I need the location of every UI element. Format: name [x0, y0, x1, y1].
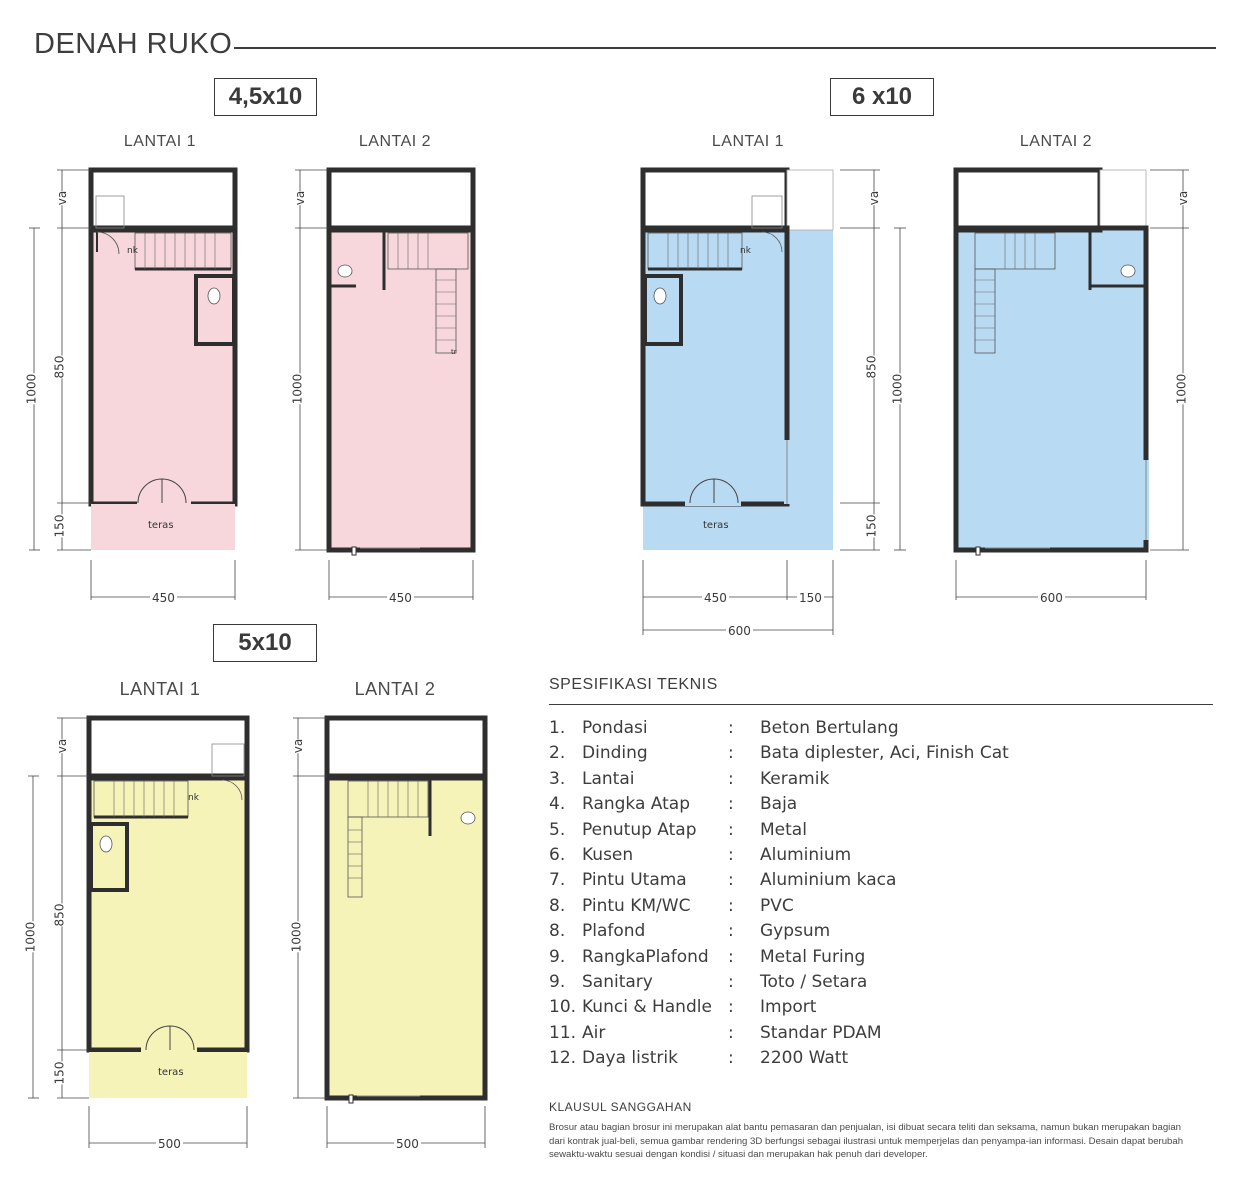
dim-6-l2-w600: 600	[1040, 591, 1063, 605]
spec-name: Plafond	[582, 921, 646, 942]
dim-5-150: 150	[52, 1061, 67, 1085]
spec-item	[549, 794, 1209, 819]
spec-item	[549, 769, 1209, 794]
spec-title: SPESIFIKASI TEKNIS	[549, 676, 718, 693]
spec-item	[549, 718, 1209, 743]
spec-value: Beton Bertulang	[760, 718, 899, 738]
spec-name: Dinding	[582, 743, 648, 764]
floor-label-6-l1: LANTAI 1	[711, 133, 785, 150]
spec-colon: :	[728, 819, 734, 840]
dim-6-150: 150	[864, 514, 879, 538]
spec-item	[549, 820, 1209, 845]
tr-label: tr	[451, 348, 457, 356]
spec-list	[549, 718, 1209, 1073]
dim-5-l2-va: va	[291, 738, 306, 754]
spec-number: 7.	[549, 870, 566, 891]
spec-number: 2.	[549, 743, 566, 764]
dim-5-850: 850	[52, 903, 67, 927]
dim-5-l2-1000: 1000	[289, 921, 304, 953]
spec-item	[549, 1023, 1209, 1048]
spec-item	[549, 947, 1209, 972]
nk-label: nk	[127, 246, 138, 256]
dim-6-l2-1000: 1000	[1174, 373, 1189, 405]
spec-value: PVC	[760, 895, 794, 916]
spec-name: Sanitary	[582, 971, 653, 992]
spec-item	[549, 870, 1209, 895]
spec-name: Daya listrik	[582, 1048, 678, 1069]
dim-6-1000: 1000	[890, 373, 905, 405]
spec-value: Aluminium kaca	[760, 870, 897, 891]
dim-45-va: va	[55, 190, 70, 206]
plan-45-lantai1	[91, 170, 235, 550]
spec-value: Toto / Setara	[760, 971, 868, 992]
dim-45-850: 850	[52, 355, 67, 379]
dim-5-l2-w500: 500	[396, 1137, 419, 1151]
spec-number: 3.	[549, 768, 566, 789]
spec-value: Import	[760, 997, 817, 1018]
plan-5-lantai2	[327, 718, 485, 1103]
spec-name: Pondasi	[582, 718, 648, 738]
nk-label-5: nk	[188, 793, 199, 803]
floor-label-5-l2: LANTAI 2	[354, 679, 436, 699]
spec-value: Bata diplester, Aci, Finish Cat	[760, 743, 1009, 764]
spec-colon: :	[728, 971, 734, 992]
plan-6-lantai1	[643, 170, 833, 550]
spec-name: Kusen	[582, 844, 634, 865]
spec-number: 8.	[549, 921, 566, 942]
spec-name: Rangka Atap	[582, 794, 690, 815]
spec-number: 10.	[549, 997, 577, 1018]
floor-label-45-l2: LANTAI 2	[358, 133, 432, 150]
spec-name: Penutup Atap	[582, 819, 697, 840]
spec-value: Metal Furing	[760, 946, 866, 967]
dim-45-1000: 1000	[24, 373, 39, 405]
spec-number: 8.	[549, 895, 566, 916]
spec-colon: :	[728, 794, 734, 815]
spec-number: 4.	[549, 794, 566, 815]
spec-colon: :	[728, 895, 734, 916]
plan-5-lantai1	[89, 718, 247, 1098]
spec-item	[549, 896, 1209, 921]
page-title: DENAH RUKO	[34, 28, 233, 60]
size-label-4-5x10: 4,5x10	[214, 78, 317, 116]
dim-45-150: 150	[52, 514, 67, 538]
floor-label-6-l2: LANTAI 2	[1019, 133, 1093, 150]
size-label-5x10: 5x10	[213, 624, 317, 662]
nk-label-6: nk	[740, 246, 751, 256]
spec-colon: :	[728, 921, 734, 942]
floor-label-5-l1: LANTAI 1	[119, 679, 201, 699]
plan-6-lantai2	[956, 170, 1146, 555]
spec-number: 5.	[549, 819, 566, 840]
dim-45-l2-va: va	[293, 190, 308, 206]
dim-45-l2-1000: 1000	[290, 373, 305, 405]
dim-5-va: va	[55, 738, 70, 754]
teras-label: teras	[148, 520, 174, 531]
spec-item	[549, 921, 1209, 946]
spec-value: Keramik	[760, 768, 830, 789]
spec-name: Kunci & Handle	[582, 997, 712, 1018]
spec-name: Lantai	[582, 768, 635, 789]
teras-label-6: teras	[703, 520, 729, 531]
dim-6-w600: 600	[728, 624, 751, 638]
spec-item	[549, 845, 1209, 870]
spec-value: Standar PDAM	[760, 1022, 882, 1043]
spec-item	[549, 1048, 1209, 1073]
spec-colon: :	[728, 870, 734, 891]
dim-6-w450: 450	[704, 591, 727, 605]
spec-colon: :	[728, 743, 734, 764]
spec-value: Aluminium	[760, 844, 852, 865]
spec-colon: :	[728, 946, 734, 967]
dim-45-width: 450	[152, 591, 175, 605]
spec-name: RangkaPlafond	[582, 946, 709, 967]
disclaimer-text: Brosur atau bagian brosur ini merupakan alat bantu pemasaran dan penjualan, isi dibuat secara teliti dan seksama, namun bukan merupakan bagian dari kontrak jual-beli, semua gambar rendering 3D berfungsi sebagai ilustrasi untuk memperjelas dan penyampa-ian informasi. Desain dapat berubah sewaktu-waktu sesuai dengan kondisi / situasi dan merupakan hak penuh dari developer.	[549, 1122, 1184, 1161]
spec-value: Baja	[760, 794, 798, 815]
spec-name: Pintu Utama	[582, 870, 687, 891]
dim-5-1000: 1000	[23, 921, 38, 953]
floor-label-45-l1: LANTAI 1	[123, 133, 197, 150]
dim-6-w150: 150	[799, 591, 822, 605]
dim-6-850: 850	[864, 355, 879, 379]
spec-number: 12.	[549, 1048, 577, 1069]
dim-6-va: va	[867, 190, 882, 206]
spec-number: 9.	[549, 971, 566, 992]
dim-6-l2-va: va	[1176, 190, 1191, 206]
spec-number: 1.	[549, 718, 566, 738]
spec-divider	[549, 704, 1213, 705]
spec-number: 11.	[549, 1022, 577, 1043]
plan-45-lantai2	[329, 170, 473, 555]
spec-number: 9.	[549, 946, 566, 967]
spec-item	[549, 743, 1209, 768]
disclaimer-title: KLAUSUL SANGGAHAN	[549, 1100, 692, 1114]
spec-value: Gypsum	[760, 921, 831, 942]
spec-name: Pintu KM/WC	[582, 895, 691, 916]
spec-colon: :	[728, 997, 734, 1018]
spec-colon: :	[728, 718, 734, 738]
spec-colon: :	[728, 1048, 734, 1069]
teras-label-5: teras	[158, 1067, 184, 1078]
spec-value: Metal	[760, 819, 807, 840]
spec-item	[549, 997, 1209, 1022]
size-label-6x10: 6 x10	[830, 78, 934, 116]
spec-colon: :	[728, 844, 734, 865]
spec-colon: :	[728, 1022, 734, 1043]
dim-45-l2-width: 450	[389, 591, 412, 605]
spec-name: Air	[582, 1022, 606, 1043]
dim-5-w500: 500	[158, 1137, 181, 1151]
spec-colon: :	[728, 768, 734, 789]
spec-item	[549, 972, 1209, 997]
spec-number: 6.	[549, 844, 566, 865]
spec-value: 2200 Watt	[760, 1048, 849, 1069]
